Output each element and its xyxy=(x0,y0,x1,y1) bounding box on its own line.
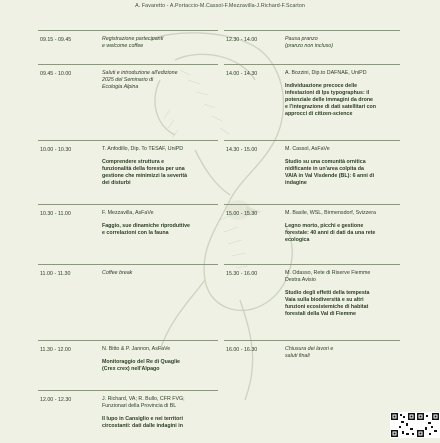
session-note-line: Chiusura dei lavori e xyxy=(285,346,334,352)
session-title-line: indagine xyxy=(285,180,307,186)
session-info xyxy=(102,210,214,237)
session-title-line: Vaia sulla biodiversità e su altri xyxy=(285,297,364,303)
qr-code-2 xyxy=(416,412,440,438)
session-title-line: Legno morto, picchi e gestione xyxy=(285,223,364,229)
session-time: 11.30 - 12.00 xyxy=(40,347,71,353)
session-title-line: (Crex crex) nell'Alpago xyxy=(102,366,160,372)
session-title-line: potenziale delle immagini da drone xyxy=(285,97,374,103)
session-title-line: Studio degli effetti della tempesta xyxy=(285,290,370,296)
session-info xyxy=(102,396,214,430)
row-divider xyxy=(224,64,400,65)
session-title-line: approcci di citizen-science xyxy=(285,111,353,117)
session-note-line: Pausa pranzo xyxy=(285,36,318,42)
session-info xyxy=(102,346,214,373)
session-speaker: A. Bozzini, Dip.to DAFNAE, UniPD xyxy=(285,70,367,76)
session-time: 09.15 - 09.45 xyxy=(40,37,72,43)
session-note-line: Ecologia Alpina xyxy=(102,84,139,90)
session-info xyxy=(102,146,214,187)
session-title-line: Faggio, sue dinamiche riproduttive xyxy=(102,223,190,229)
row-divider xyxy=(224,204,400,205)
session-info xyxy=(102,70,214,91)
session-time: 14.30 - 15.00 xyxy=(226,147,258,153)
row-divider xyxy=(38,140,218,141)
session-title-line: Comprendere struttura e xyxy=(102,159,165,165)
session-time: 09.45 - 10.00 xyxy=(40,71,72,77)
session-speaker: Funzionari della Provincia di BL xyxy=(102,403,177,409)
session-speaker: N. Bitto & P. Jannon, AsFaVe xyxy=(102,346,171,352)
session-note-line: e welcome coffee xyxy=(102,43,144,49)
session-time: 11.00 - 11.30 xyxy=(40,271,71,277)
session-title-line: forestali della Val di Fiemme xyxy=(285,311,356,317)
session-info xyxy=(285,270,400,318)
session-time: 10.30 - 11.00 xyxy=(40,211,71,217)
session-speaker: M. Cassol, AsFaVe xyxy=(285,146,330,152)
row-divider xyxy=(224,30,400,31)
session-info xyxy=(285,36,400,50)
session-title-line: infestazioni di Ips typographus: il xyxy=(285,90,370,96)
session-info xyxy=(102,270,214,277)
session-speaker: J. Richard, VA; R. Bullo, CFR FVG; xyxy=(102,396,185,402)
row-divider xyxy=(38,204,218,205)
session-title-line: funzionalità della foresta per una xyxy=(102,166,185,172)
session-time: 12.00 - 12.30 xyxy=(40,397,72,403)
row-divider xyxy=(38,264,218,265)
session-info xyxy=(285,146,400,187)
session-note-line: Registrazione partecipanti xyxy=(102,36,164,42)
session-time: 15.30 - 16.00 xyxy=(226,271,258,277)
session-info xyxy=(285,210,400,244)
session-note-line: Coffee break xyxy=(102,270,133,276)
row-divider xyxy=(224,140,400,141)
session-title-line: dei disturbi xyxy=(102,180,131,186)
session-title-line: Il lupo in Cansiglio e nei territori xyxy=(102,416,183,422)
session-title-line: circostanti: dati dalle indagini in xyxy=(102,423,183,429)
session-time: 14.00 - 14.30 xyxy=(226,71,258,77)
session-speaker: T. Anfodillo, Dip. To TESAF, UniPD xyxy=(102,146,184,152)
session-title-line: gestione che minimizzi la severità xyxy=(102,173,188,179)
session-title-line: VAIA in Val Visdende (BL): 6 anni di xyxy=(285,173,375,179)
session-title-line: Studio su una comunità ornitica xyxy=(285,159,366,165)
qr-code-1 xyxy=(390,412,416,438)
session-time: 10.00 - 10.30 xyxy=(40,147,72,153)
session-info xyxy=(285,346,400,360)
session-time: 15.00 - 15.30 xyxy=(226,211,258,217)
session-title-line: e l'integrazione di dati satellitari con xyxy=(285,104,377,110)
session-title-line: forestale: 40 anni di dati da una rete xyxy=(285,230,376,236)
session-title-line: nidificante in un'area colpita da xyxy=(285,166,364,172)
session-title-line: ecologica xyxy=(285,237,310,243)
credits-line: A. Favaretto - A.Portaccio-M.Cassol-F.Mezzavilla-J.Richard-F.Scarton xyxy=(135,3,305,9)
session-note-line: Saluti e introduzione all'edizione xyxy=(102,70,178,76)
session-speaker: Destra Avisio xyxy=(285,277,316,283)
session-info xyxy=(102,36,214,50)
session-time: 16.00 - 16.30 xyxy=(226,347,258,353)
session-time: 12.30 - 14.00 xyxy=(226,37,258,43)
session-title-line: Individuazione precoce delle xyxy=(285,83,358,89)
row-divider xyxy=(224,264,400,265)
row-divider xyxy=(38,64,218,65)
row-divider xyxy=(38,30,218,31)
row-divider xyxy=(38,390,218,391)
session-speaker: M. Basile, WSL, Birmensdorf, Svizzera xyxy=(285,210,376,216)
row-divider xyxy=(38,340,218,341)
row-divider xyxy=(224,340,400,341)
session-title-line: funzioni ecosistemiche di habitat xyxy=(285,304,369,310)
session-note-line: saluti finali xyxy=(285,353,310,359)
session-speaker: F. Mezzavilla, AsFaVe xyxy=(102,210,154,216)
session-title-line: Monitoraggio del Re di Quaglie xyxy=(102,359,180,365)
session-note-line: (pranzo non incluso) xyxy=(285,43,333,49)
session-note-line: 2025 del Seminario di xyxy=(102,77,154,83)
session-title-line: e correlazioni con la fauna xyxy=(102,230,169,236)
session-info xyxy=(285,70,400,118)
session-speaker: M. Odasso, Rete di Riserve Fiemme xyxy=(285,270,371,276)
